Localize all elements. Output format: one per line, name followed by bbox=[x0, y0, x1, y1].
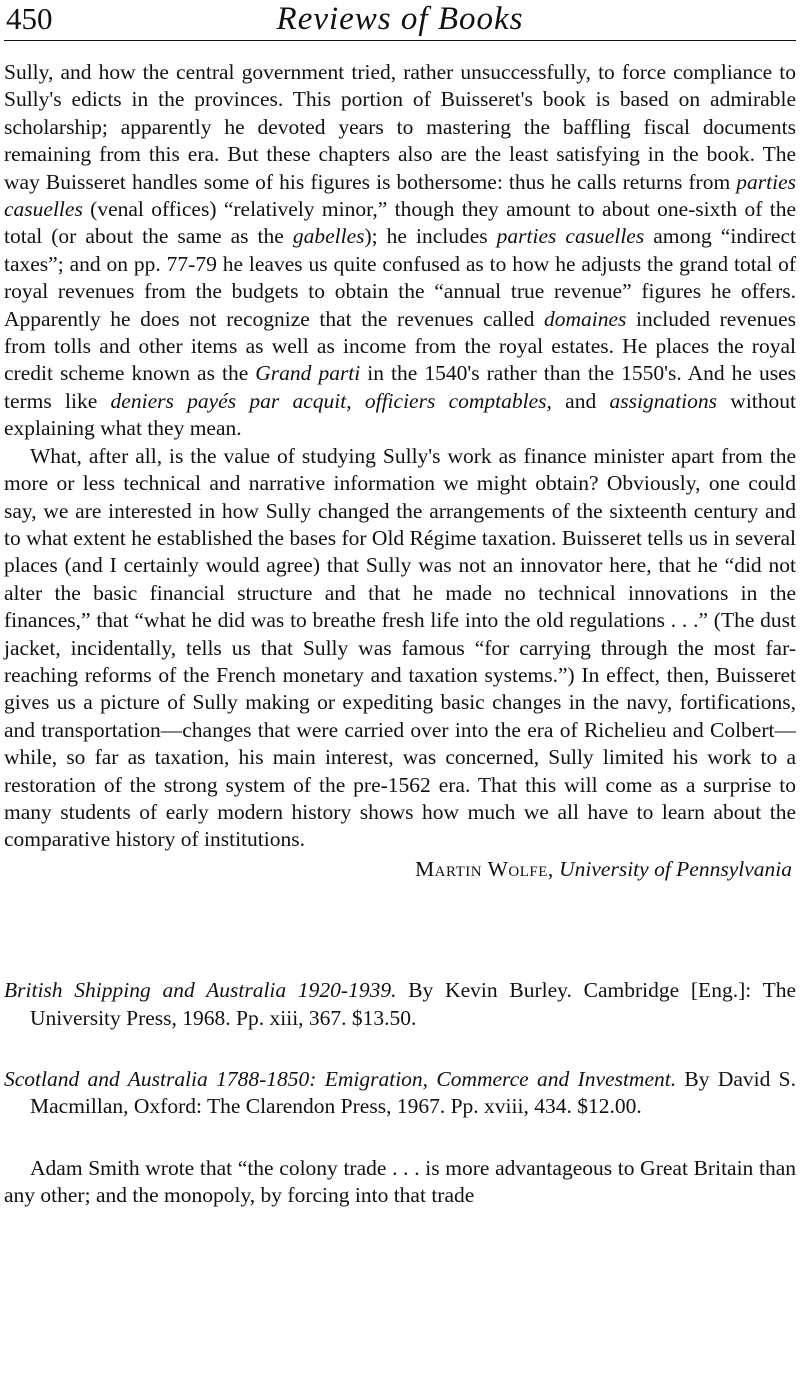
text-run: (venal offices) “relatively minor,” though they amount to about one-sixth of the total (or about the same as the bbox=[4, 197, 796, 249]
text-run: and bbox=[551, 388, 610, 413]
text-run: among “indirect taxes”; and on pp. 77-79 he leaves us quite confused as to how he adjusts the grand total of royal revenues from the budgets to obtain the “annual true revenue” figures he offers. Apparently he does not recognize that the revenues called bbox=[4, 224, 796, 331]
text-run: ); he includes bbox=[364, 224, 497, 249]
italic-run: Grand parti bbox=[255, 361, 361, 386]
text-run: Sully, and how the central government tried, rather unsuccessfully, to force compliance to Sully's edicts in the provinces. This portion of Buisseret's book is based on admirable scholarship; apparently he devoted years to mastering the baffling fiscal documents remaining from this era. But these chapters also are the least satisfying in the book. The way Buisseret handles some of his figures is bothersome: thus he calls returns from bbox=[4, 60, 796, 194]
text-run: By David S. Macmillan, Oxford: The Clarendon Press, 1967. Pp. xviii, 434. $12.00. bbox=[30, 1067, 797, 1119]
page-number: 450 bbox=[6, 1, 53, 36]
book-citation-2 bbox=[4, 1066, 796, 1121]
book-citation-1 bbox=[4, 977, 796, 1032]
review-paragraph-1 bbox=[4, 59, 796, 443]
text-run: What, after all, is the value of studying Sully's work as finance minister apart from the more or less technical and narrative information we might obtain? Obviously, one could say, we are interested in how Sully changed the arrangements of the sixteenth century and to what extent he established the bases for Old Régime taxation. Buisseret tells us in several places (and I certainly would agree) that Sully was not an innovator here, that he “did not alter the basic financial structure and that he made no technical innovations in the finances,” that “what he did was to breathe fresh life into the old regulations . . .” (The dust jacket, incidentally, tells us that Sully was famous “for carrying through the most far-reaching reforms of the French monetary and taxation systems.”) In effect, then, Buisseret gives us a picture of Sully making or expediting basic changes in the navy, fortifications, and transportation—changes that were carried over into the era of Richelieu and Colbert—while, so far as taxation, his main interest, was concerned, Sully limited his work to a restoration of the strong system of the pre-1562 era. That this will come as a surprise to many students of early modern history shows how much we all have to learn about the comparative history of institutions. bbox=[4, 443, 796, 852]
running-title: Reviews of Books bbox=[276, 1, 524, 37]
text-run: By Kevin Burley. Cambridge [Eng.]: The University Press, 1968. Pp. xiii, 367. $13.50. bbox=[30, 978, 796, 1030]
italic-run: deniers payés par acquit, officiers comptables, bbox=[110, 388, 552, 413]
text-run: included revenues from tolls and other items as well as income from the royal estates. He places the royal credit scheme known as the bbox=[4, 306, 797, 386]
italic-run: domaines bbox=[543, 306, 627, 331]
review-body bbox=[4, 41, 796, 883]
italic-run: Scotland and Australia 1788-1850: Emigration, Commerce and Investment. bbox=[4, 1067, 677, 1091]
italic-run: British Shipping and Australia 1920-1939. bbox=[4, 978, 397, 1003]
italic-run: parties casuelles bbox=[4, 169, 796, 222]
reviewer-signature bbox=[4, 856, 796, 883]
text-run: without explaining what they mean. bbox=[4, 388, 796, 441]
next-review bbox=[4, 1155, 796, 1210]
page-header bbox=[4, 0, 796, 41]
next-review-opening: Adam Smith wrote that “the colony trade . . . is more advantageous to Great Britain than any other; and the monopoly, by forcing into that trade bbox=[4, 1155, 796, 1208]
italic-run: gabelles bbox=[292, 224, 365, 249]
reviewer-affiliation: University of Pennsylvania bbox=[559, 856, 792, 881]
reviewer-name: Martin Wolfe, bbox=[415, 856, 554, 881]
text-run: in the 1540's rather than the 1550's. And he uses terms like bbox=[4, 361, 796, 413]
review-paragraph-2 bbox=[4, 443, 796, 854]
italic-run: assignations bbox=[609, 388, 718, 413]
italic-run: parties casuelles bbox=[496, 224, 645, 249]
